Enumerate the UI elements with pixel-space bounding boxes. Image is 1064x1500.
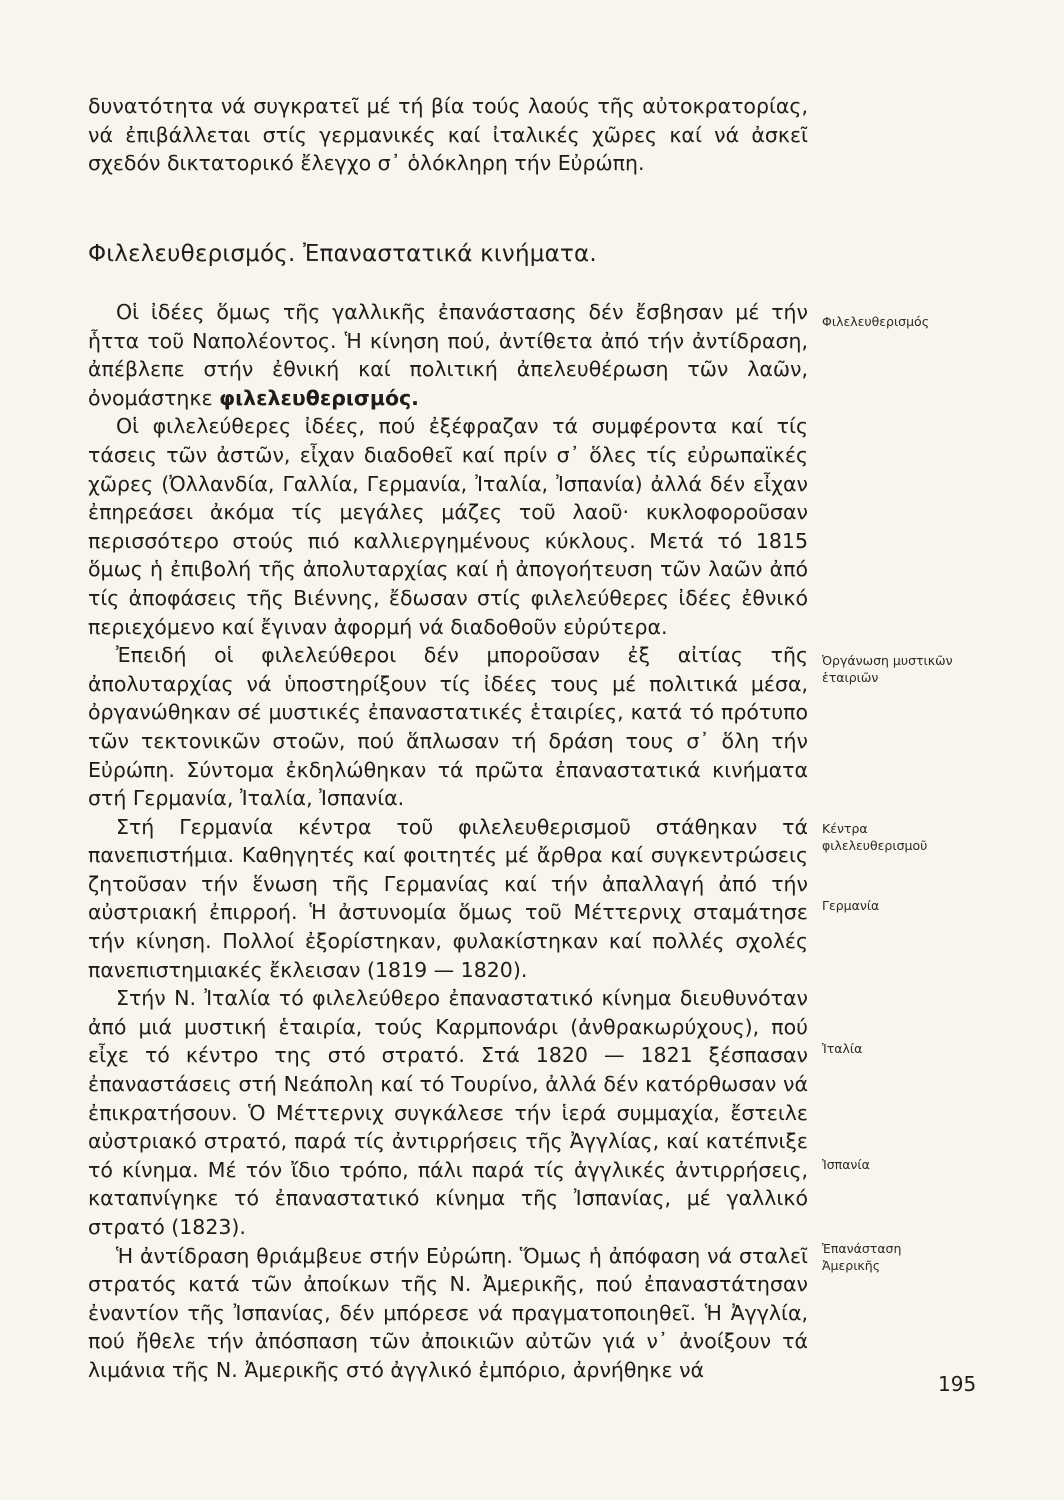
paragraph-1	[88, 298, 808, 412]
paragraph-6: Ἡ ἀντίδραση θριάμβευε στήν Εὐρώπη. Ὅμως ἡ ἀπόφαση νά σταλεῖ στρατός κατά τῶν ἀποίκων τῆς Ν. Ἀμερικῆς, πού ἐπαναστάτησαν ἐναντίον τῆς Ἰσπανίας, δέν μπόρεσε νά πραγματοποιηθεῖ. Ἡ Ἀγγλία, πού ἤθελε τήν ἀπόσπαση τῶν ἀποικιῶν αὐτῶν γιά ν᾽ ἀνοίξουν τά λιμάνια τῆς Ν. Ἀμερικῆς στό ἀγγλικό ἐμπόριο, ἀρνήθηκε νά	[88, 1243, 808, 1382]
margin-note-centers	[822, 820, 982, 854]
margin-note-italy	[822, 1040, 982, 1057]
section-heading: Φιλελευθερισμός. Ἐπαναστατικά κινήματα.	[88, 241, 597, 267]
margin-note-centers-line-1: Κέντρα	[822, 821, 868, 836]
intro-paragraph: δυνατότητα νά συγκρατεῖ μέ τή βία τούς λαούς τῆς αὐτοκρατορίας, νά ἐπιβάλλεται στίς γερμανικές καί ἰταλικές χῶρες καί νά ἀσκεῖ σχεδόν δικτατορικό ἔλεγχο σ᾽ ὁλόκληρη τήν Εὐρώπη.	[88, 94, 808, 176]
margin-note-america-line-2: Ἀμερικῆς	[822, 1258, 881, 1273]
margin-note-germany-text: Γερμανία	[822, 898, 880, 913]
margin-note-spain	[822, 1156, 982, 1173]
margin-note-italy-text: Ἰταλία	[822, 1041, 863, 1056]
margin-note-liberalism-text: Φιλελευθερισμός	[822, 314, 930, 329]
margin-note-secret-societies-line-1: Ὀργάνωση μυστικῶν	[822, 653, 953, 668]
margin-note-centers-line-2: φιλελευθερισμοῦ	[822, 838, 928, 853]
margin-note-secret-societies-line-2: ἑταιριῶν	[822, 670, 879, 685]
term-liberalism: φιλελευθερισμός.	[219, 385, 419, 410]
paragraph-3: Ἐπειδή οἱ φιλελεύθεροι δέν μποροῦσαν ἐξ αἰτίας τῆς ἀπολυταρχίας νά ὑποστηρίξουν τίς ἰδέες τους μέ πολιτικά μέσα, ὀργανώθηκαν σέ μυστικές ἐπαναστατικές ἑταιρίες, κατά τό πρότυπο τῶν τεκτονικῶν στοῶν, πού ἅπλωσαν τή δράση τους σ᾽ ὅλη τήν Εὐρώπη. Σύντομα ἐκδηλώθηκαν τά πρῶτα ἐπαναστατικά κινήματα στή Γερμανία, Ἰταλία, Ἰσπανία.	[88, 643, 808, 811]
margin-note-spain-text: Ἰσπανία	[822, 1157, 870, 1172]
paragraph-2: Οἱ φιλελεύθερες ἰδέες, πού ἐξέφραζαν τά συμφέροντα καί τίς τάσεις τῶν ἀστῶν, εἶχαν διαδοθεῖ καί πρίν σ᾽ ὅλες τίς εὐρωπαϊκές χῶρες (Ὀλλανδία, Γαλλία, Γερμανία, Ἰταλία, Ἰσπανία) ἀλλά δέν εἶχαν ἐπηρεάσει ἀκόμα τίς μεγάλες μάζες τοῦ λαοῦ· κυκλοφοροῦσαν περισσότερο στούς πιό καλλιεργημένους κύκλους. Μετά τό 1815 ὅμως ἡ ἐπιβολή τῆς ἀπολυταρχίας καί ἡ ἀπογοήτευση τῶν λαῶν ἀπό τίς ἀποφάσεις τῆς Βιέννης, ἔδωσαν στίς φιλελεύθερες ἰδέες ἐθνικό περιεχόμενο καί ἔγιναν ἀφορμή νά διαδοθοῦν εὐρύτερα.	[88, 414, 808, 639]
page-number: 195	[938, 1372, 977, 1396]
main-text-column	[88, 298, 808, 1385]
margin-note-liberalism	[822, 313, 982, 330]
paragraph-1-text: Οἱ ἰδέες ὅμως τῆς γαλλικῆς ἐπανάστασης δέν ἔσβησαν μέ τήν ἧττα τοῦ Ναπολέοντος. Ἡ κίνηση πού, ἀντίθετα ἀπό τήν ἀντίδραση, ἀπέβλεπε στήν ἐθνική καί πολιτική ἀπελευθέρωση τῶν λαῶν, ὀνομάστηκε	[88, 300, 808, 410]
margin-note-germany	[822, 897, 982, 914]
margin-note-secret-societies	[822, 652, 982, 686]
paragraph-4: Στή Γερμανία κέντρα τοῦ φιλελευθερισμοῦ στάθηκαν τά πανεπιστήμια. Καθηγητές καί φοιτητές μέ ἄρθρα καί συγκεντρώσεις ζητοῦσαν τήν ἕνωση τῆς Γερμανίας καί τήν ἀπαλλαγή ἀπό τήν αὐστριακή ἐπιρροή. Ἡ ἀστυνομία ὅμως τοῦ Μέττερνιχ σταμάτησε τήν κίνηση. Πολλοί ἐξορίστηκαν, φυλακίστηκαν καί πολλές σχολές πανεπιστημιακές ἔκλεισαν (1819 — 1820).	[88, 814, 808, 982]
margin-note-america	[822, 1240, 982, 1274]
intro-paragraph-block	[88, 92, 808, 178]
margin-note-america-line-1: Ἐπανάσταση	[822, 1241, 902, 1256]
paragraph-5: Στήν Ν. Ἰταλία τό φιλελεύθερο ἐπαναστατικό κίνημα διευθυνόταν ἀπό μιά μυστική ἑταιρία, τούς Καρμπονάρι (ἀνθρακωρύχους), πού εἶχε τό κέντρο της στό στρατό. Στά 1820 — 1821 ξέσπασαν ἐπαναστάσεις στή Νεάπολη καί τό Τουρίνο, ἀλλά δέν κατόρθωσαν νά ἐπικρατήσουν. Ὁ Μέττερνιχ συγκάλεσε τήν ἱερά συμμαχία, ἔστειλε αὐστριακό στρατό, παρά τίς ἀντιρρήσεις τῆς Ἀγγλίας, καί κατέπνιξε τό κίνημα. Μέ τόν ἴδιο τρόπο, πάλι παρά τίς ἀγγλικές ἀντιρρήσεις, καταπνίγηκε τό ἐπαναστατικό κίνημα τῆς Ἰσπανίας, μέ γαλλικό στρατό (1823).	[88, 986, 808, 1239]
